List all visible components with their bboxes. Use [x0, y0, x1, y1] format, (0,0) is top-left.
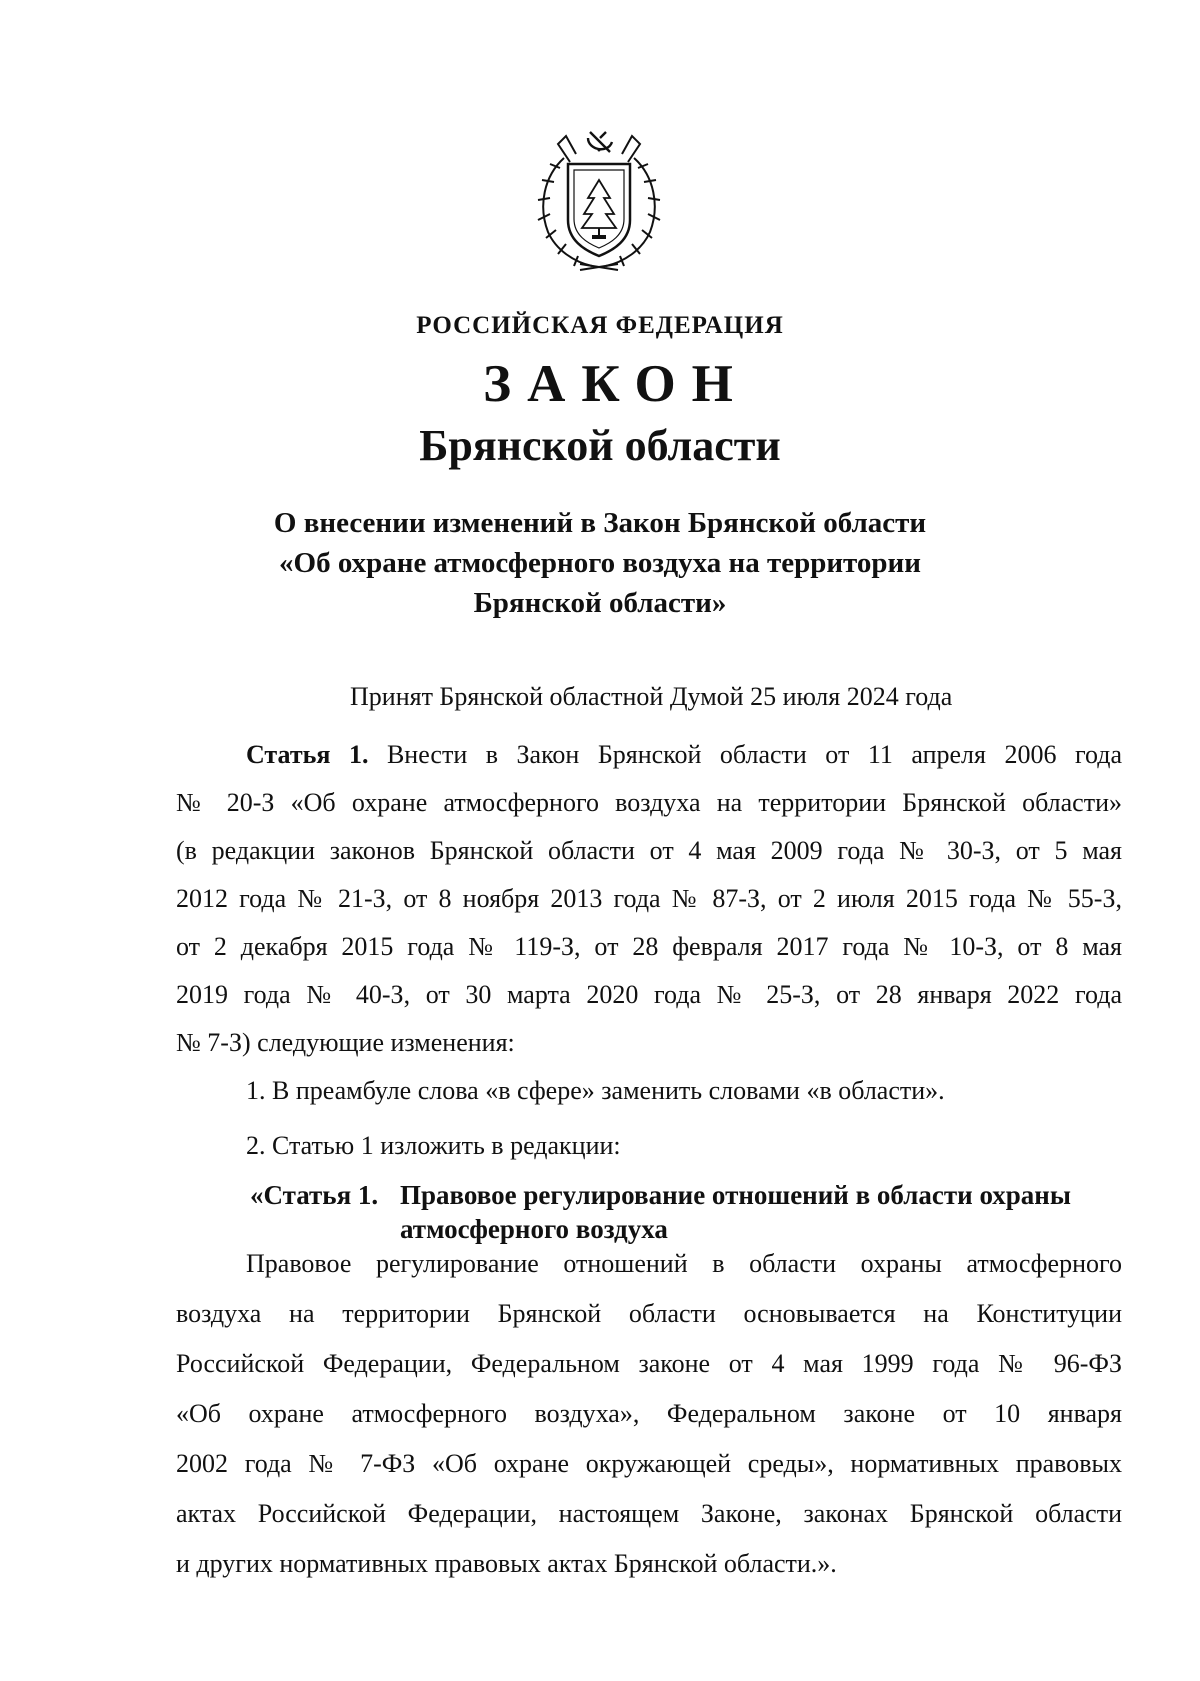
- new-article-label: «Статья 1.: [250, 1180, 379, 1210]
- new-article-title-continuation: атмосферного воздуха: [400, 1214, 668, 1244]
- article-1-line: от 2 декабря 2015 года № 119-З, от 28 февраля 2017 года № 10-З, от 8 мая: [176, 932, 1122, 961]
- law-subject: [0, 503, 1200, 623]
- new-article-line: и других нормативных правовых актах Брянской области.».: [176, 1549, 837, 1578]
- article-1-label: Статья 1.: [246, 740, 369, 769]
- new-article-line: актах Российской Федерации, настоящем Законе, законах Брянской области: [176, 1499, 1122, 1528]
- article-1-line: (в редакции законов Брянской области от 4 мая 2009 года № 30-З, от 5 мая: [176, 836, 1122, 865]
- new-article-line: Правовое регулирование отношений в области охраны атмосферного: [246, 1249, 1122, 1278]
- article-1-line: 2019 года № 40-З, от 30 марта 2020 года № 25-З, от 28 января 2022 года: [176, 980, 1122, 1009]
- subject-line: Брянской области»: [473, 587, 727, 619]
- subject-line: О внесении изменений в Закон Брянской области: [273, 507, 927, 539]
- article-1-line: 2012 года № 21-З, от 8 ноября 2013 года № 87-З, от 2 июля 2015 года № 55-З,: [176, 884, 1122, 913]
- adoption-note: Принят Брянской областной Думой 25 июля 2024 года: [350, 682, 953, 711]
- new-article-title: Правовое регулирование отношений в области охраны: [400, 1180, 1071, 1210]
- new-article-line: «Об охране атмосферного воздуха», Федеральном законе от 10 января: [176, 1399, 1122, 1428]
- country-heading: РОССИЙСКАЯ ФЕДЕРАЦИЯ: [416, 312, 784, 339]
- amendment-item: 1. В преамбуле слова «в сфере» заменить словами «в области».: [246, 1076, 945, 1105]
- region-title: Брянской области: [419, 421, 781, 470]
- amendment-item: 2. Статью 1 изложить в редакции:: [246, 1131, 621, 1160]
- article-1-first-line: [246, 731, 1122, 779]
- subject-line: «Об охране атмосферного воздуха на территории: [279, 547, 921, 579]
- coat-of-arms-emblem: [530, 124, 668, 274]
- new-article-line: 2002 года № 7-ФЗ «Об охране окружающей среды», нормативных правовых: [176, 1449, 1122, 1478]
- new-article-line: воздуха на территории Брянской области основывается на Конституции: [176, 1299, 1122, 1328]
- new-article-heading: [250, 1178, 1071, 1246]
- document-type-title: ЗАКОН: [483, 355, 749, 413]
- article-1-text: Внести в Закон Брянской области от 11 апреля 2006 года: [386, 740, 1123, 769]
- new-article-line: Российской Федерации, Федеральном законе от 4 мая 1999 года № 96-ФЗ: [176, 1349, 1122, 1378]
- article-1-line: № 20-З «Об охране атмосферного воздуха на территории Брянской области»: [176, 788, 1122, 817]
- article-1-line: № 7-З) следующие изменения:: [176, 1028, 515, 1057]
